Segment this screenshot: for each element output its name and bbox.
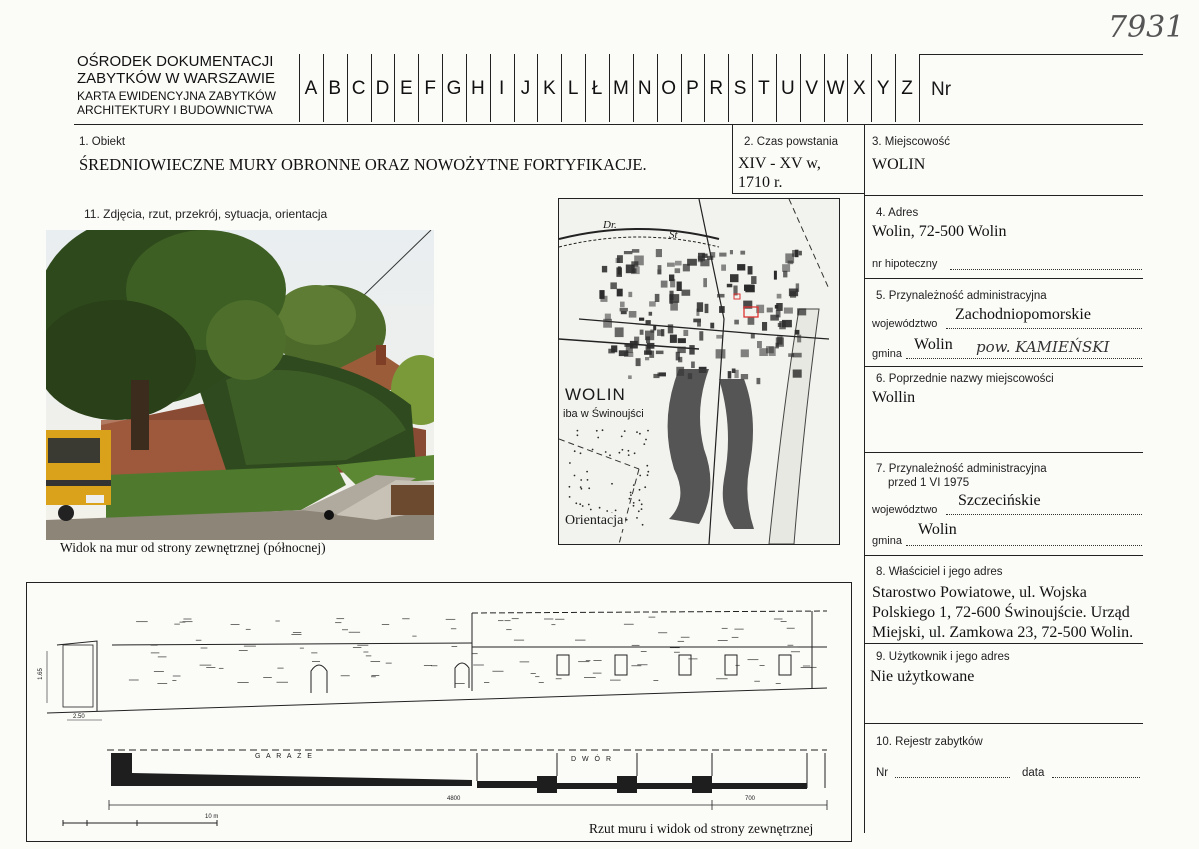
gmina-value: Wolin [914, 336, 953, 353]
przynaleznosc-1975-sublabel: przed 1 VI 1975 [888, 477, 970, 489]
wojewodztwo-1975-value: Szczecińskie [958, 492, 1041, 509]
poprzednie-label: 6. Poprzednie nazwy miejscowości [876, 373, 1054, 385]
gmina-1975-label: gmina [872, 535, 902, 547]
card-title-line1: KARTA EWIDENCYJNA ZABYTKÓW [77, 89, 276, 103]
index-letter: G [446, 78, 462, 99]
index-letter: Y [876, 78, 890, 99]
czas-label: 2. Czas powstania [744, 136, 838, 148]
map-subtitle: iba w Świnoujści [563, 408, 644, 420]
adres-label: 4. Adres [876, 207, 919, 219]
institution-name-line1: OŚRODEK DOKUMENTACJI [77, 53, 274, 70]
adres-value: Wolin, 72-500 Wolin [872, 223, 1007, 240]
dimension-side: 1.65 [37, 668, 44, 680]
index-letter: D [375, 78, 390, 99]
elevation-plan-illustration [27, 583, 851, 841]
index-letter: O [661, 78, 676, 99]
index-letter: T [758, 78, 770, 99]
czas-value-line2: 1710 r. [738, 174, 783, 191]
dimension-segment: 700 [745, 796, 756, 802]
plan-label-dwor: D W Ó R [571, 756, 613, 763]
miejscowosc-label: 3. Miejscowość [872, 136, 950, 148]
index-letter: Ł [591, 78, 603, 99]
zdjecia-label: 11. Zdjęcia, rzut, przekrój, sytuacja, orientacja [84, 207, 328, 221]
index-letter: M [613, 78, 629, 99]
card-title-line2: ARCHITEKTURY I BUDOWNICTWA [77, 103, 273, 117]
photo-illustration [46, 230, 434, 540]
map-illustration [559, 199, 839, 544]
index-letter: F [424, 78, 436, 99]
wojewodztwo-label: województwo [872, 318, 938, 330]
scale-label: 10 m [205, 814, 219, 820]
index-letter: S [733, 78, 747, 99]
przynaleznosc-1975-label: 7. Przynależność administracyjna [876, 463, 1047, 475]
index-letter: L [567, 78, 579, 99]
wlasciciel-line1: Starostwo Powiatowe, ul. Wojska [872, 584, 1087, 601]
wojewodztwo-1975-label: województwo [872, 504, 938, 516]
uzytkownik-label: 9. Użytkownik i jego adres [876, 651, 1010, 663]
rejestr-label: 10. Rejestr zabytków [876, 736, 983, 748]
map-street-label-1: Dr. [603, 219, 617, 231]
index-letter: P [686, 78, 699, 99]
czas-value-line1: XIV - XV w, [738, 155, 821, 172]
rejestr-data-label: data [1022, 767, 1045, 779]
index-letter: V [805, 78, 819, 99]
przynaleznosc-label: 5. Przynależność administracyjna [876, 290, 1047, 302]
nr-header-label: Nr [931, 79, 952, 100]
poprzednie-value: Wollin [872, 389, 916, 406]
wojewodztwo-value: Zachodniopomorskie [955, 306, 1091, 323]
dimension-small: 2.50 [73, 714, 85, 720]
index-letter: A [304, 78, 318, 99]
wlasciciel-line2: Polskiego 1, 72-600 Świnoujście. Urząd [872, 604, 1130, 621]
miejscowosc-value: WOLIN [872, 156, 926, 173]
uzytkownik-value: Nie użytkowane [870, 668, 975, 685]
map-caption: Orientacja [565, 513, 624, 528]
orientation-map [558, 198, 840, 545]
dimension-total: 4800 [447, 796, 461, 802]
obiekt-label: 1. Obiekt [79, 136, 126, 148]
photo-caption: Widok na mur od strony zewnętrznej (północnej) [60, 540, 326, 555]
map-town-label: WOLIN [565, 385, 626, 404]
index-letter: W [826, 78, 845, 99]
catalog-number: 7931 [1108, 10, 1185, 45]
index-letter: X [853, 78, 866, 99]
map-street-label-2: St [669, 229, 678, 241]
index-letter: N [637, 78, 652, 99]
plan-label-garages: G A R A Ż E [255, 753, 314, 760]
drawing-caption: Rzut muru i widok od strony zewnętrznej [589, 821, 814, 836]
gmina-1975-value: Wolin [918, 521, 957, 538]
obiekt-value: ŚREDNIOWIECZNE MURY OBRONNE ORAZ NOWOŻYTNE FORTYFIKACJE. [79, 155, 647, 174]
index-letter: C [351, 78, 366, 99]
index-letter: U [780, 78, 795, 99]
wlasciciel-label: 8. Właściciel i jego adres [876, 566, 1003, 578]
index-letter: Z [901, 78, 913, 99]
index-letter: B [328, 78, 342, 99]
institution-name-line2: ZABYTKÓW W WARSZAWIE [77, 70, 276, 87]
gmina-label: gmina [872, 348, 902, 360]
wlasciciel-line3: Miejski, ul. Zamkowa 23, 72-500 Wolin. [872, 624, 1134, 641]
index-letter: E [399, 78, 413, 99]
index-letter: J [520, 78, 531, 99]
index-letter: K [543, 78, 556, 99]
index-letter: I [499, 78, 505, 99]
mural-photo [46, 230, 434, 540]
wall-plan-drawing [26, 582, 852, 842]
gmina-handwritten-note: pow. KAMIEŃSKI [976, 338, 1110, 356]
nr-hipoteczny-label: nr hipoteczny [872, 258, 938, 270]
index-letter: H [470, 78, 485, 99]
rejestr-nr-label: Nr [876, 767, 889, 779]
index-letter: R [709, 78, 724, 99]
